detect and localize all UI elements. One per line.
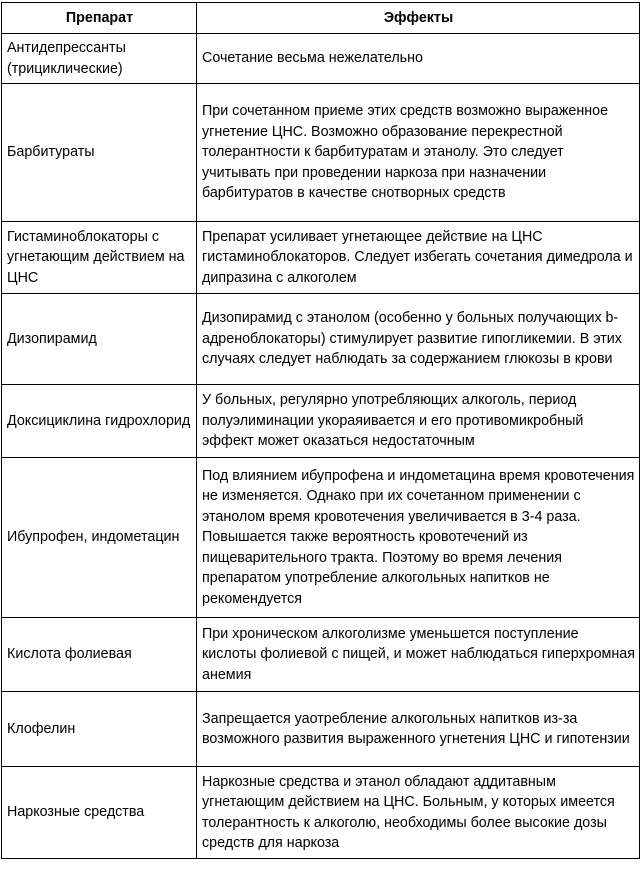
table-header-row bbox=[2, 3, 640, 34]
table-row bbox=[2, 767, 640, 859]
effects-cell: Запрещается уаотребление алкогольных напитков из-за возможного развития выраженного угнетения ЦНС и гипотензии bbox=[197, 692, 640, 767]
drug-interaction-table bbox=[1, 2, 640, 859]
drug-cell: Наркозные средства bbox=[2, 767, 197, 859]
effects-cell: Наркозные средства и этанол обладают аддитавным угнетающим действием на ЦНС. Больным, у которых имеется толерантность к алкоголю, необходимы более высокие дозы средств для наркоза bbox=[197, 767, 640, 859]
drug-cell: Гистаминоблокаторы с угнетающим действием на ЦНС bbox=[2, 222, 197, 294]
drug-cell: Кислота фолиевая bbox=[2, 618, 197, 692]
table-row bbox=[2, 84, 640, 222]
table-row bbox=[2, 618, 640, 692]
drug-cell: Антидепрессанты (трициклические) bbox=[2, 34, 197, 84]
drug-cell: Дизопирамид bbox=[2, 294, 197, 385]
table-row bbox=[2, 692, 640, 767]
header-drug: Препарат bbox=[2, 3, 197, 34]
table-row bbox=[2, 34, 640, 84]
drug-cell: Ибупрофен, индометацин bbox=[2, 458, 197, 618]
effects-cell: Под влиянием ибупрофена и индометацина время кровотечения не изменяется. Однако при их сочетанном применении с этанолом время кровотечения увеличивается в 3-4 раза. Повышается также вероятность кровотечений из пищеварительного тракта. Поэтому во время лечения препаратом употребление алкогольных напитков не рекомендуется bbox=[197, 458, 640, 618]
effects-cell: При сочетанном приеме этих средств возможно выраженное угнетение ЦНС. Возможно образование перекрестной толерантности к барбитуратам и этанолу. Это следует учитывать при проведении наркоза при назначении барбитуратов в качестве снотворных средств bbox=[197, 84, 640, 222]
effects-cell: Дизопирамид с этанолом (особенно у больных получающих b-адреноблокаторы) стимулирует развитие гипогликемии. В этих случаях следует наблюдать за содержанием глюкозы в крови bbox=[197, 294, 640, 385]
effects-cell: Препарат усиливает угнетающее действие на ЦНС гистаминоблокаторов. Следует избегать сочетания димедрола и дипразина с алкоголем bbox=[197, 222, 640, 294]
drug-cell: Барбитураты bbox=[2, 84, 197, 222]
table-row bbox=[2, 222, 640, 294]
table-row bbox=[2, 294, 640, 385]
drug-cell: Клофелин bbox=[2, 692, 197, 767]
effects-cell: При хроническом алкоголизме уменьшется поступление кислоты фолиевой с пищей, и может наблюдаться гиперхромная анемия bbox=[197, 618, 640, 692]
header-effects: Эффекты bbox=[197, 3, 640, 34]
drug-cell: Доксициклина гидрохлорид bbox=[2, 385, 197, 458]
table-row bbox=[2, 385, 640, 458]
table-row bbox=[2, 458, 640, 618]
effects-cell: Сочетание весьма нежелательно bbox=[197, 34, 640, 84]
effects-cell: У больных, регулярно употребляющих алкоголь, период полуэлиминации укораяивается и его противомикробный эффект может оказаться недостаточным bbox=[197, 385, 640, 458]
